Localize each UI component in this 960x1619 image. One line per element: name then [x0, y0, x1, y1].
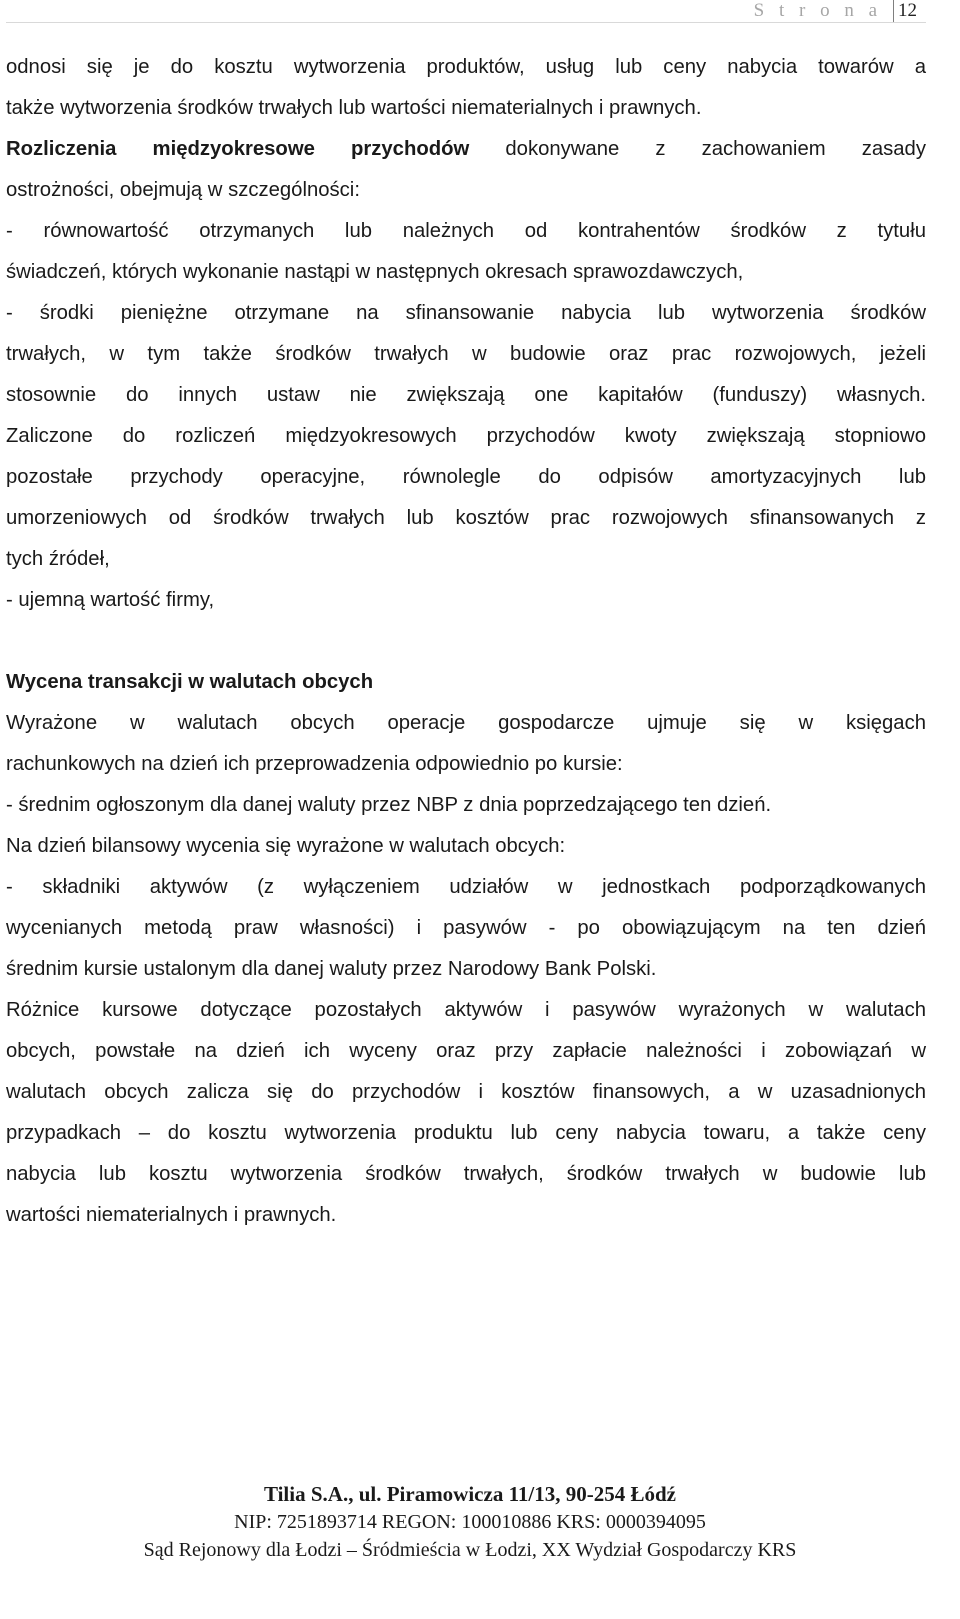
body-line: średnim kursie ustalonym dla danej waluty przez Narodowy Bank Polski. — [6, 958, 657, 980]
body-line: umorzeniowych od środków trwałych lub kosztów prac rozwojowych sfinansowanych z — [6, 507, 926, 529]
body-line: stosownie do innych ustaw nie zwiększają one kapitałów (funduszy) własnych. — [6, 384, 926, 406]
page-label: S t r o n a — [753, 0, 882, 21]
body-line: przypadkach – do kosztu wytworzenia produktu lub ceny nabycia towaru, a także ceny — [6, 1122, 926, 1144]
body-line: wycenianych metodą praw własności) i pasywów - po obowiązującym na ten dzień — [6, 917, 926, 939]
body-line: nabycia lub kosztu wytworzenia środków trwałych, środków trwałych w budowie lub — [6, 1163, 926, 1185]
header-divider — [893, 0, 894, 22]
body-line-rest: dokonywane z zachowaniem zasady — [469, 138, 926, 160]
body-line: Na dzień bilansowy wycenia się wyrażone w walutach obcych: — [6, 835, 566, 857]
body-line: - ujemną wartość firmy, — [6, 589, 215, 611]
body-line: wartości niematerialnych i prawnych. — [6, 1204, 337, 1226]
document-body — [6, 47, 926, 1236]
body-line: świadczeń, których wykonanie nastąpi w następnych okresach sprawozdawczych, — [6, 261, 744, 283]
page-header — [6, 0, 926, 23]
spacer — [6, 621, 926, 662]
body-line: Wyrażone w walutach obcych operacje gospodarcze ujmuje się w księgach — [6, 712, 926, 734]
body-line: - środki pieniężne otrzymane na sfinansowanie nabycia lub wytworzenia środków — [6, 302, 926, 324]
footer-company-address: Tilia S.A., ul. Piramowicza 11/13, 90-254 Łódź — [263, 1482, 677, 1506]
body-line: - składniki aktywów (z wyłączeniem udziałów w jednostkach podporządkowanych — [6, 876, 926, 898]
body-line: - średnim ogłoszonym dla danej waluty przez NBP z dnia poprzedzającego ten dzień. — [6, 794, 772, 816]
body-line: obcych, powstałe na dzień ich wyceny oraz przy zapłacie należności i zobowiązań w — [6, 1040, 926, 1062]
bold-phrase: Rozliczenia międzyokresowe przychodów — [6, 138, 470, 160]
body-line: także wytworzenia środków trwałych lub wartości niematerialnych i prawnych. — [6, 97, 702, 119]
body-line: - równowartość otrzymanych lub należnych od kontrahentów środków z tytułu — [6, 220, 926, 242]
body-line: trwałych, w tym także środków trwałych w budowie oraz prac rozwojowych, jeżeli — [6, 343, 926, 365]
page-footer — [0, 1480, 940, 1564]
footer-registration-numbers: NIP: 7251893714 REGON: 100010886 KRS: 0000394095 — [234, 1511, 706, 1533]
body-line: odnosi się je do kosztu wytworzenia produktów, usług lub ceny nabycia towarów a — [6, 56, 926, 78]
body-line: rachunkowych na dzień ich przeprowadzenia odpowiednio po kursie: — [6, 753, 623, 775]
body-line: Różnice kursowe dotyczące pozostałych aktywów i pasywów wyrażonych w walutach — [6, 999, 926, 1021]
body-line — [6, 129, 926, 170]
body-line: pozostałe przychody operacyjne, równolegle do odpisów amortyzacyjnych lub — [6, 466, 926, 488]
body-line: walutach obcych zalicza się do przychodów i kosztów finansowych, a w uzasadnionych — [6, 1081, 926, 1103]
body-line: tych źródeł, — [6, 548, 110, 570]
section-heading: Wycena transakcji w walutach obcych — [6, 671, 374, 693]
body-line: ostrożności, obejmują w szczególności: — [6, 179, 360, 201]
footer-court-info: Sąd Rejonowy dla Łodzi – Śródmieścia w Łodzi, XX Wydział Gospodarczy KRS — [143, 1539, 797, 1561]
body-line: Zaliczone do rozliczeń międzyokresowych przychodów kwoty zwiększają stopniowo — [6, 425, 926, 447]
page-number: 12 — [898, 0, 917, 21]
